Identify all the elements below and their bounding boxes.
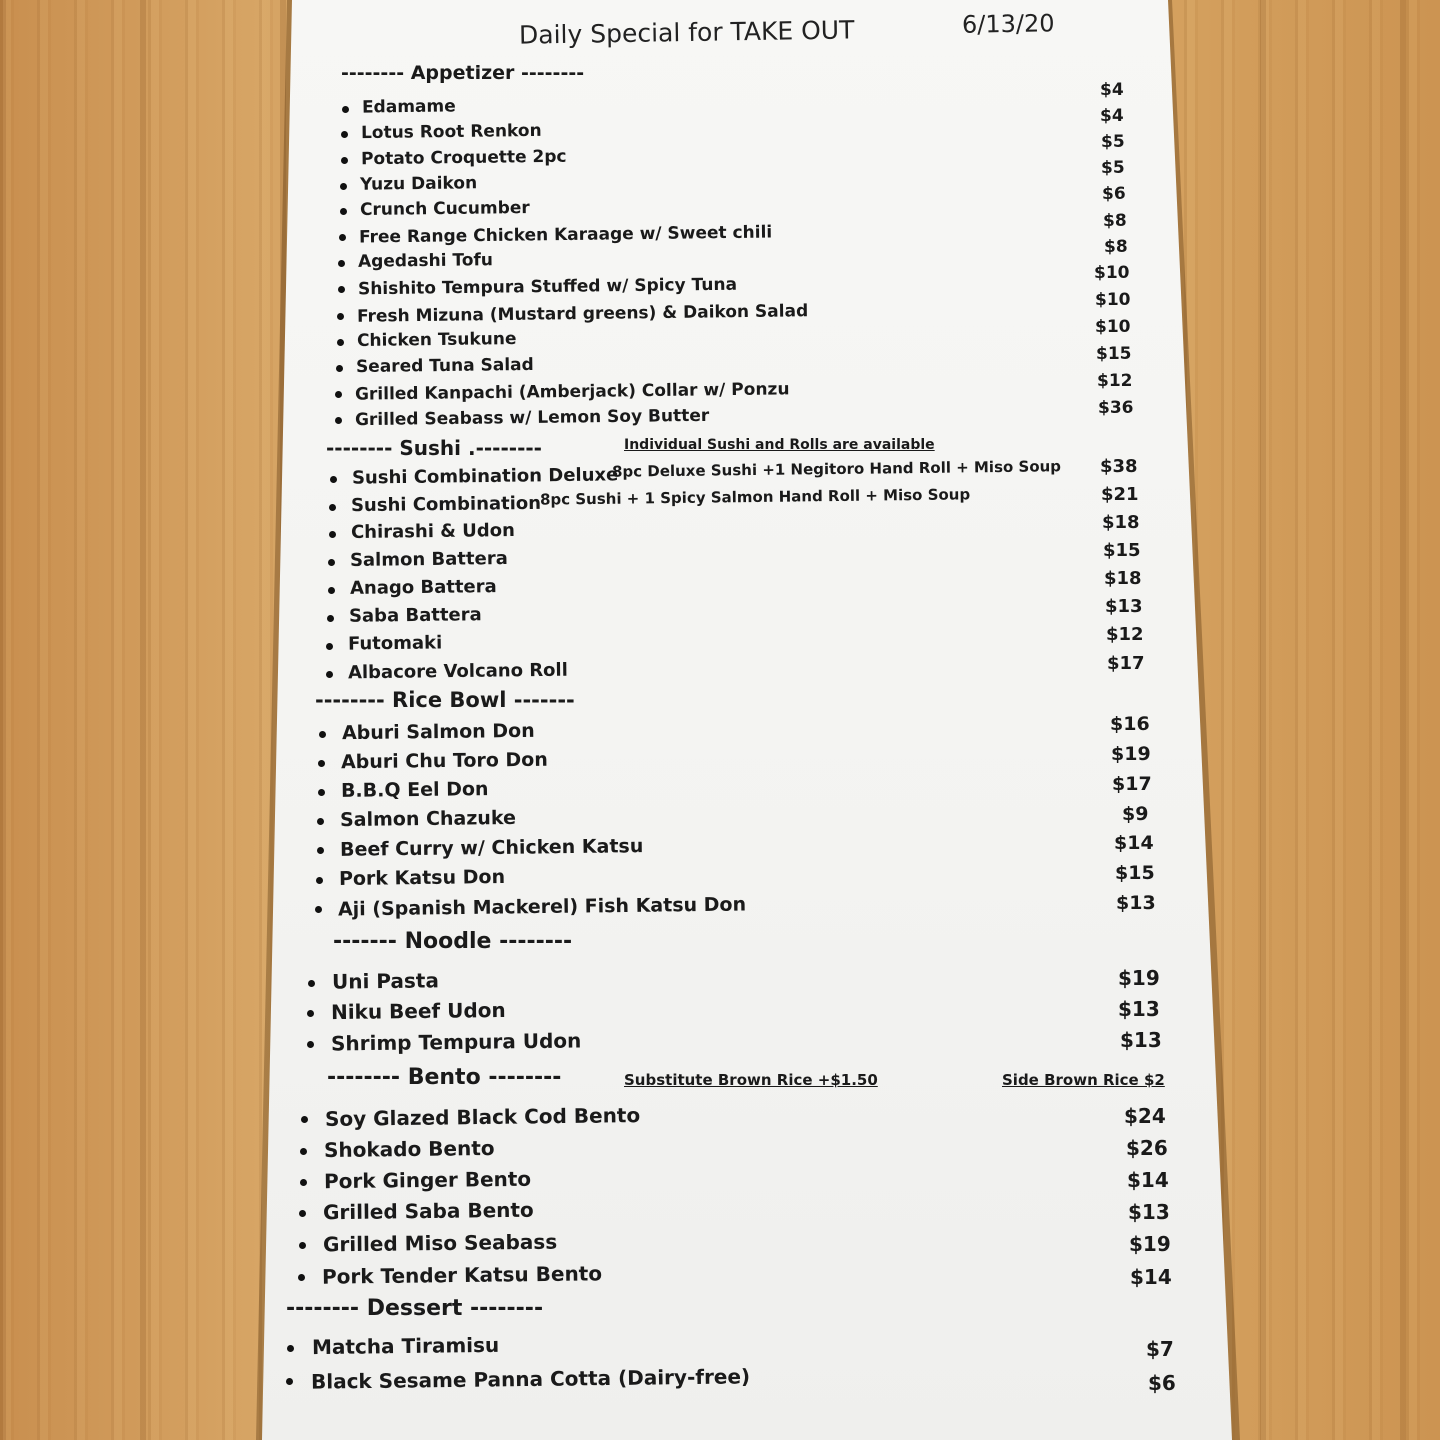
menu-item-name: Fresh Mizuna (Mustard greens) & Daikon Salad <box>357 301 809 327</box>
menu-item-name: Seared Tuna Salad <box>355 354 534 378</box>
menu-item-name: Pork Katsu Don <box>338 865 506 891</box>
bullet-icon <box>308 980 315 987</box>
bullet-icon <box>326 671 333 678</box>
menu-item-name: Edamame <box>361 96 456 118</box>
section-note-secondary: Side Brown Rice $2 <box>1002 1071 1165 1089</box>
bullet-icon <box>299 1242 306 1249</box>
menu-item-name: Grilled Kanpachi (Amberjack) Collar w/ Ponzu <box>355 379 790 405</box>
menu-item-price: $14 <box>1114 832 1154 854</box>
menu-item-price: $16 <box>1110 713 1150 735</box>
menu-item-price: $17 <box>1112 773 1152 795</box>
bullet-icon <box>340 208 347 215</box>
menu-item-price: $26 <box>1126 1136 1168 1160</box>
menu-date: 6/13/20 <box>961 9 1055 39</box>
menu-item-name: Matcha Tiramisu <box>311 1332 500 1360</box>
menu-item-price: $15 <box>1103 540 1141 561</box>
menu-item-price: $13 <box>1105 596 1143 617</box>
bullet-icon <box>300 1179 307 1186</box>
menu-item-name: Uni Pasta <box>331 968 440 994</box>
menu-item-price: $10 <box>1094 263 1130 283</box>
section-header-bento: -------- Bento -------- <box>327 1065 562 1090</box>
menu-item-name: Shokado Bento <box>324 1135 496 1163</box>
menu-item-price: $4 <box>1100 80 1124 100</box>
menu-item-price: $10 <box>1095 317 1131 337</box>
menu-item-name: Anago Battera <box>349 576 497 599</box>
menu-item-price: $5 <box>1101 132 1125 152</box>
bullet-icon <box>301 1116 308 1123</box>
menu-item-price: $36 <box>1098 398 1134 418</box>
menu-item-name: Futomaki <box>348 632 443 655</box>
menu-item-price: $6 <box>1148 1371 1176 1395</box>
menu-item-price: $8 <box>1103 211 1127 231</box>
menu-item-name: Chicken Tsukune <box>356 329 517 351</box>
menu-item-name: Pork Ginger Bento <box>323 1166 532 1194</box>
menu-item-name: Aji (Spanish Mackerel) Fish Katsu Don <box>338 893 747 921</box>
menu-item-price: $13 <box>1120 1028 1162 1052</box>
menu-item-price: $18 <box>1104 568 1142 589</box>
menu-item-price: $4 <box>1100 106 1124 126</box>
menu-item-price: $19 <box>1129 1232 1171 1256</box>
menu-item-name: Aburi Salmon Don <box>341 719 535 745</box>
section-note: Individual Sushi and Rolls are available <box>624 437 935 453</box>
menu-item-name: Yuzu Daikon <box>360 173 478 195</box>
menu-item-name: Black Sesame Panna Cotta (Dairy-free) <box>311 1364 751 1394</box>
bullet-icon <box>298 1274 305 1281</box>
menu-item-price: $14 <box>1130 1265 1172 1289</box>
menu-item-name: Sushi Combination Deluxe <box>351 464 619 489</box>
section-header-rice-bowl: -------- Rice Bowl ------- <box>315 688 575 712</box>
menu-item-name: Albacore Volcano Roll <box>347 659 568 684</box>
section-header-noodle: ------- Noodle -------- <box>333 929 573 954</box>
bullet-icon <box>329 531 336 538</box>
menu-item-price: $38 <box>1100 456 1138 477</box>
menu-item-name: Shrimp Tempura Udon <box>330 1028 582 1056</box>
menu-item-price: $17 <box>1107 653 1145 674</box>
menu-item-name: Saba Battera <box>348 604 482 627</box>
menu-item-price: $15 <box>1096 344 1132 364</box>
menu-item-price: $19 <box>1118 966 1160 990</box>
menu-item-name: Potato Croquette 2pc <box>360 146 567 170</box>
menu-item-price: $8 <box>1104 237 1128 257</box>
menu-item-name: Grilled Saba Bento <box>323 1197 535 1225</box>
section-header-sushi: -------- Sushi .-------- <box>326 436 542 460</box>
menu-item-price: $18 <box>1102 512 1140 533</box>
menu-item-description: 8pc Deluxe Sushi +1 Negitoro Hand Roll + Miso Soup <box>611 457 1062 481</box>
section-header-dessert: -------- Dessert -------- <box>286 1296 544 1321</box>
section-header-appetizer: -------- Appetizer -------- <box>341 62 585 84</box>
menu-item-name: B.B.Q Eel Don <box>340 778 489 802</box>
menu-item-price: $13 <box>1116 892 1156 914</box>
menu-item-name: Chirashi & Udon <box>350 520 515 543</box>
menu-item-price: $21 <box>1101 484 1139 505</box>
menu-item-name: Sushi Combination <box>351 492 542 517</box>
menu-item-price: $19 <box>1111 743 1151 765</box>
menu-item-price: $6 <box>1102 184 1126 204</box>
menu-item-name: Grilled Seabass w/ Lemon Soy Butter <box>354 405 710 431</box>
menu-item-name: Salmon Chazuke <box>340 806 517 832</box>
menu-item-name: Free Range Chicken Karaage w/ Sweet chili <box>358 222 773 248</box>
bullet-icon <box>328 587 335 594</box>
menu-item-name: Shishito Tempura Stuffed w/ Spicy Tuna <box>357 274 737 300</box>
menu-item-price: $9 <box>1122 803 1149 825</box>
menu-item-name: Salmon Battera <box>350 548 509 571</box>
menu-item-price: $24 <box>1124 1104 1166 1128</box>
menu-item-price: $10 <box>1095 290 1131 310</box>
menu-item-price: $15 <box>1115 862 1155 884</box>
bullet-icon <box>327 615 334 622</box>
menu-item-price: $12 <box>1097 371 1133 391</box>
menu-item-price: $5 <box>1101 158 1125 178</box>
menu-item-price: $12 <box>1106 624 1144 645</box>
menu-item-name: Niku Beef Udon <box>331 997 507 1025</box>
menu-item-name: Aburi Chu Toro Don <box>341 748 549 774</box>
menu-item-name: Beef Curry w/ Chicken Katsu <box>339 835 644 861</box>
section-note: Substitute Brown Rice +$1.50 <box>624 1071 878 1089</box>
bullet-icon <box>337 339 344 346</box>
menu-item-price: $14 <box>1127 1168 1169 1192</box>
menu-title: Daily Special for TAKE OUT <box>518 15 855 50</box>
menu-item-name: Lotus Root Renkon <box>361 120 543 144</box>
bullet-icon <box>330 476 337 483</box>
menu-item-name: Agedashi Tofu <box>358 250 494 272</box>
menu-item-name: Pork Tender Katsu Bento <box>321 1261 603 1289</box>
menu-item-name: Grilled Miso Seabass <box>322 1229 557 1257</box>
bullet-icon <box>287 1345 294 1352</box>
menu-item-price: $13 <box>1128 1200 1170 1224</box>
menu-item-price: $13 <box>1118 997 1160 1021</box>
bullet-icon <box>307 1041 314 1048</box>
menu-item-price: $7 <box>1146 1337 1174 1361</box>
menu-item-name: Soy Glazed Black Cod Bento <box>324 1103 641 1131</box>
menu-item-name: Crunch Cucumber <box>359 197 530 221</box>
menu-item-description: 8pc Sushi + 1 Spicy Salmon Hand Roll + Miso Soup <box>539 485 971 509</box>
